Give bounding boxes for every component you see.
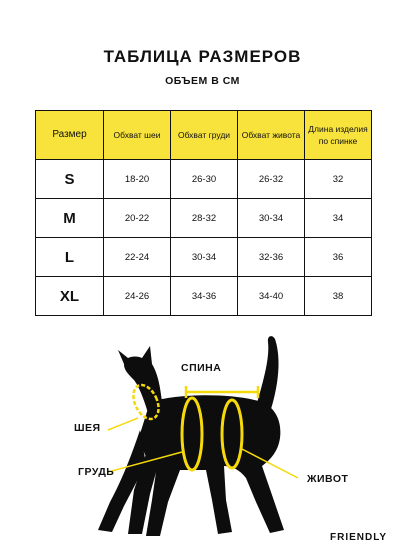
table-cell: 20-22 [104, 199, 171, 238]
table-row [36, 199, 372, 238]
table-cell: 28-32 [171, 199, 238, 238]
header-size: Размер [36, 111, 104, 160]
page-title: ТАБЛИЦА РАЗМЕРОВ [103, 47, 302, 66]
table-cell: 26-30 [171, 160, 238, 199]
brand-logo: FRIENDLY [330, 532, 388, 543]
neck-pointer [108, 418, 138, 430]
size-cell: M [36, 199, 104, 238]
size-table [35, 110, 372, 316]
table-cell: 36 [305, 238, 372, 277]
table-row [36, 277, 372, 316]
header-neck: Обхват шеи [104, 111, 171, 160]
size-cell: L [36, 238, 104, 277]
size-cell: XL [36, 277, 104, 316]
table-cell: 38 [305, 277, 372, 316]
size-cell: S [36, 160, 104, 199]
header-back-length: Длина изделия по спинке [305, 111, 372, 160]
table-cell: 24-26 [104, 277, 171, 316]
chest-label: ГРУДЬ [78, 466, 115, 478]
table-row [36, 238, 372, 277]
table-cell: 18-20 [104, 160, 171, 199]
table-header-row [36, 111, 372, 160]
table-cell: 32-36 [238, 238, 305, 277]
table-cell: 30-34 [238, 199, 305, 238]
header-chest: Обхват груди [171, 111, 238, 160]
table-cell: 34-40 [238, 277, 305, 316]
page-subtitle: ОБЪЕМ В СМ [165, 75, 240, 87]
table-cell: 30-34 [171, 238, 238, 277]
back-label: СПИНА [181, 362, 222, 374]
watermark-logo: Avito [296, 498, 372, 528]
table-cell: 34-36 [171, 277, 238, 316]
neck-label: ШЕЯ [74, 422, 101, 434]
belly-label: ЖИВОТ [307, 473, 349, 485]
table-row [36, 160, 372, 199]
table-cell: 26-32 [238, 160, 305, 199]
table-cell: 22-24 [104, 238, 171, 277]
header-belly: Обхват живота [238, 111, 305, 160]
table-cell: 32 [305, 160, 372, 199]
table-cell: 34 [305, 199, 372, 238]
